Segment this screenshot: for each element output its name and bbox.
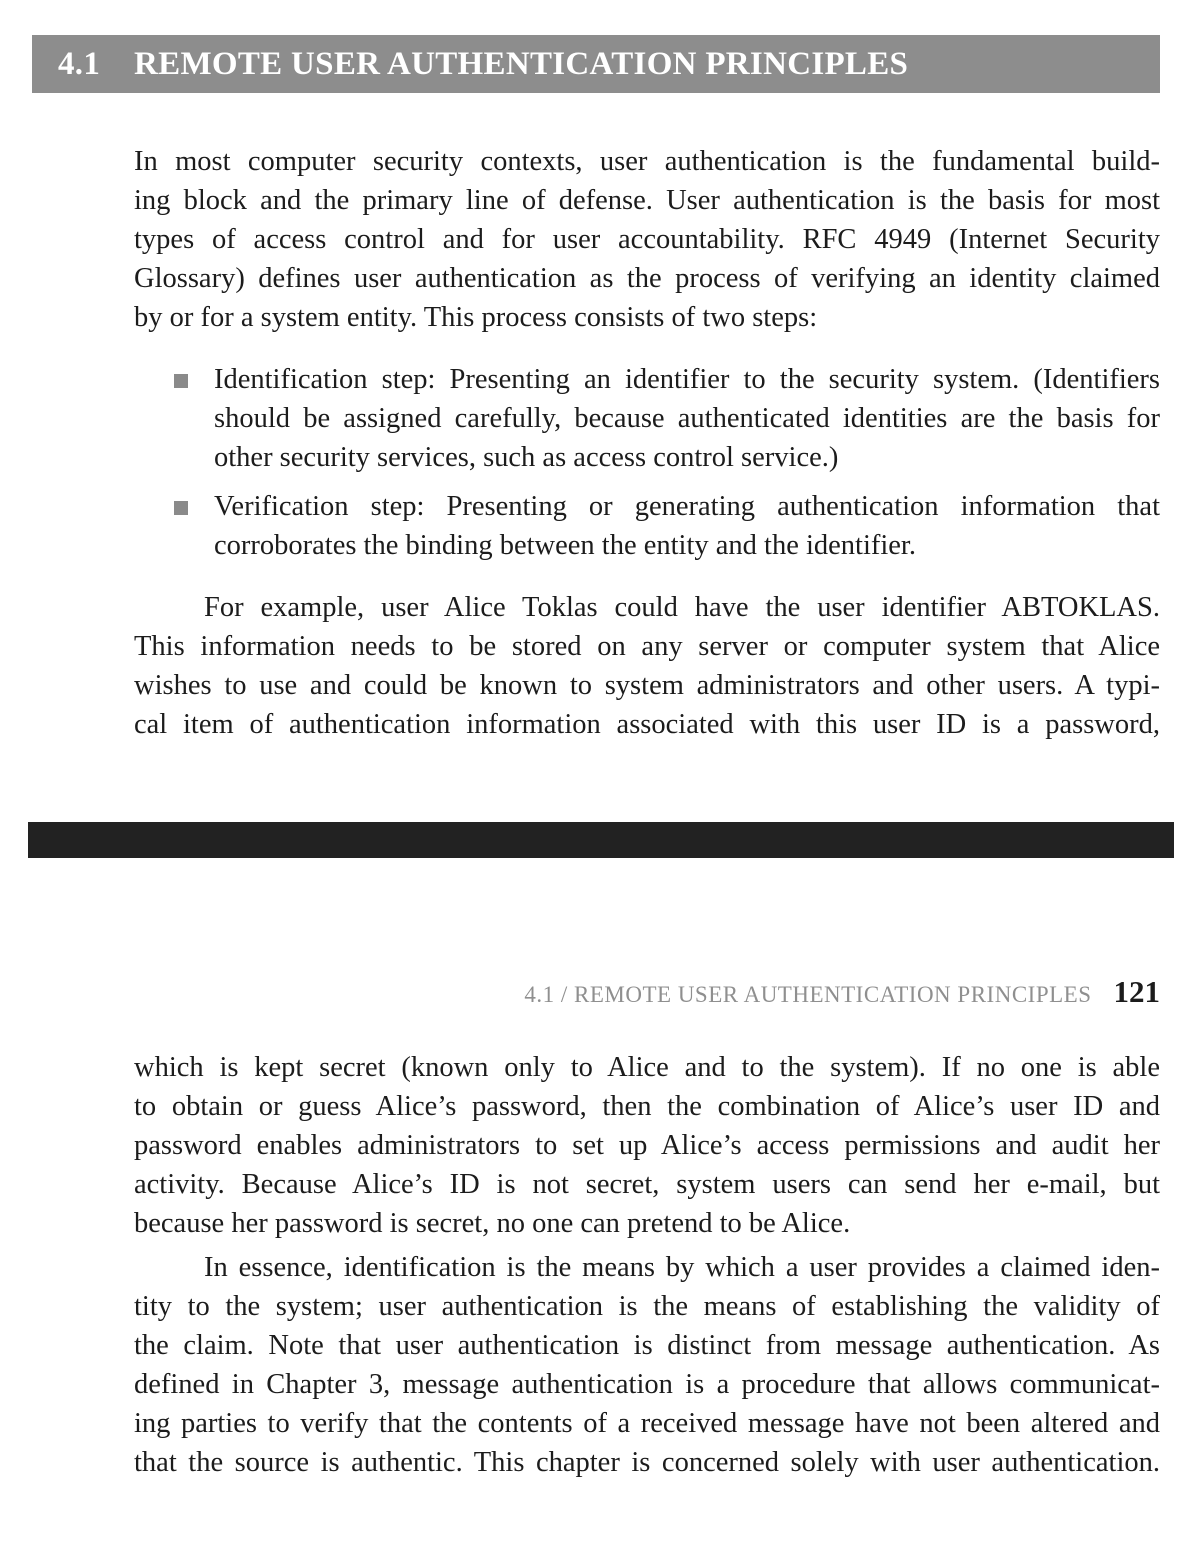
list-item-line: Identification step: Presenting an identifier to the security system. (Identifiers	[214, 364, 1160, 395]
list-item	[168, 487, 1160, 565]
list-item-line: Verification step: Presenting or generating authentication information that	[214, 491, 1160, 522]
paragraph-line: by or for a system entity. This process consists of two steps:	[134, 302, 818, 333]
list-item	[168, 360, 1160, 477]
paragraph-line: activity. Because Alice’s ID is not secret, system users can send her e-mail, but	[134, 1169, 1160, 1200]
paragraph-line: to obtain or guess Alice’s password, then the combination of Alice’s user ID and	[134, 1091, 1160, 1122]
paragraph-line: cal item of authentication information associated with this user ID is a password,	[134, 709, 1160, 740]
section-number: 4.1	[58, 46, 101, 82]
list-item-line: corroborates the binding between the entity and the identifier.	[214, 530, 916, 561]
paragraph-line: ing block and the primary line of defense. User authentication is the basis for most	[134, 185, 1160, 216]
page-number: 121	[1113, 974, 1160, 1009]
list-item-line: other security services, such as access control service.)	[214, 442, 839, 473]
essence-paragraph	[134, 1248, 1160, 1482]
paragraph-line: because her password is secret, no one can pretend to be Alice.	[134, 1208, 851, 1239]
paragraph-line: password enables administrators to set up Alice’s access permissions and audit her	[134, 1130, 1160, 1161]
page-break-divider	[28, 822, 1174, 858]
paragraph-line: defined in Chapter 3, message authentication is a procedure that allows communicat-	[134, 1369, 1160, 1400]
section-header-bar	[32, 35, 1160, 93]
paragraph-line: In essence, identification is the means by which a user provides a claimed iden-	[204, 1252, 1160, 1283]
running-header-title: 4.1 / REMOTE USER AUTHENTICATION PRINCIPLES	[524, 982, 1092, 1007]
paragraph-line: types of access control and for user accountability. RFC 4949 (Internet Security	[134, 224, 1160, 255]
section-heading	[58, 44, 908, 84]
paragraph-line: which is kept secret (known only to Alice and to the system). If no one is able	[134, 1052, 1160, 1083]
example-paragraph	[134, 588, 1160, 744]
list-item-line: should be assigned carefully, because authenticated identities are the basis for	[214, 403, 1160, 434]
paragraph-line: the claim. Note that user authentication is distinct from message authentication. As	[134, 1330, 1160, 1361]
running-header	[524, 974, 1160, 1014]
paragraph-line: In most computer security contexts, user authentication is the fundamental build-	[134, 146, 1160, 177]
paragraph-line: Glossary) defines user authentication as the process of verifying an identity claimed	[134, 263, 1160, 294]
paragraph-line: wishes to use and could be known to system administrators and other users. A typi-	[134, 670, 1160, 701]
section-title: REMOTE USER AUTHENTICATION PRINCIPLES	[134, 46, 909, 82]
steps-list	[168, 360, 1160, 565]
paragraph-line: that the source is authentic. This chapter is concerned solely with user authentication.	[134, 1447, 1160, 1478]
paragraph-line: tity to the system; user authentication is the means of establishing the validity of	[134, 1291, 1160, 1322]
intro-paragraph	[134, 142, 1160, 337]
paragraph-line: For example, user Alice Toklas could have the user identifier ABTOKLAS.	[204, 592, 1160, 623]
square-bullet-icon	[174, 374, 188, 388]
paragraph-line: This information needs to be stored on any server or computer system that Alice	[134, 631, 1160, 662]
paragraph-line: ing parties to verify that the contents of a received message have not been altered and	[134, 1408, 1160, 1439]
continuation-paragraph	[134, 1048, 1160, 1243]
square-bullet-icon	[174, 501, 188, 515]
